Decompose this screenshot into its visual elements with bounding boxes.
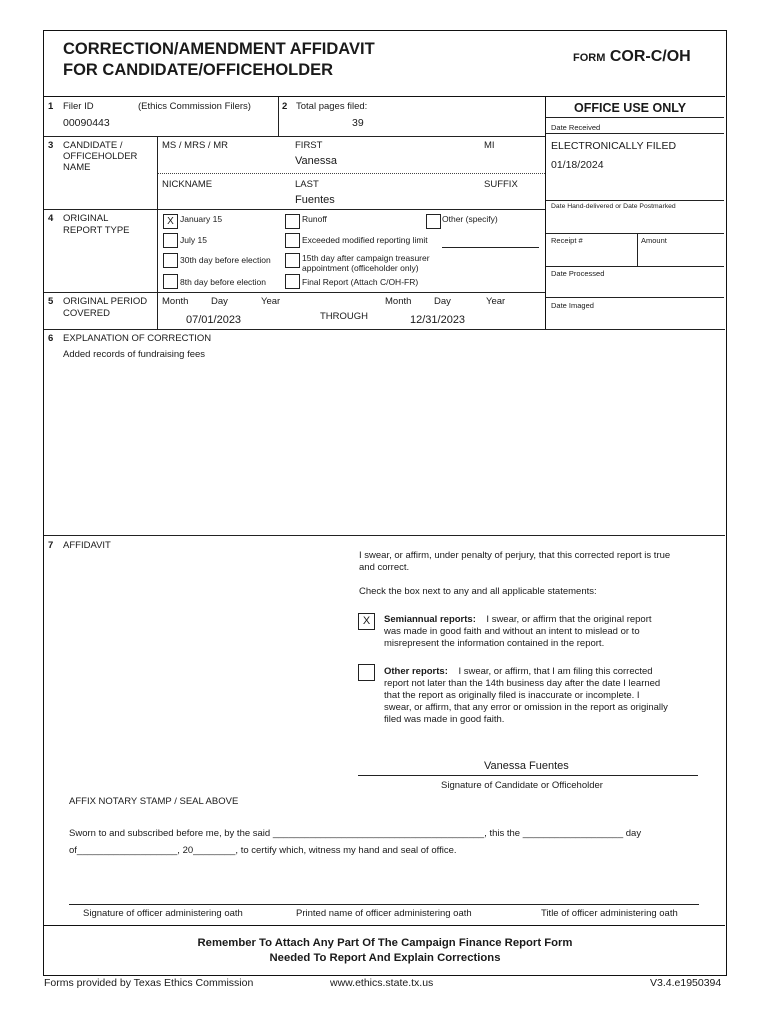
date-received-label: Date Received <box>551 123 601 132</box>
footer-provider: Forms provided by Texas Ethics Commission <box>44 977 254 989</box>
title-label: MS / MRS / MR <box>162 140 228 151</box>
form-prefix: FORM <box>573 52 606 64</box>
first-name-label: FIRST <box>295 140 323 151</box>
15th-day-label-1: 15th day after campaign treasurer <box>302 253 430 263</box>
checkbox-exceeded-limit[interactable] <box>285 233 300 248</box>
checkbox-july-15[interactable] <box>163 233 178 248</box>
sworn-line-1: Sworn to and subscribed before me, by the said ________________________________________, this the ___________________ day <box>69 828 642 839</box>
exceeded-limit-label: Exceeded modified reporting limit <box>302 235 428 245</box>
filer-id-label: Filer ID <box>63 101 94 112</box>
8th-day-label: 8th day before election <box>180 277 267 287</box>
period-label-2: COVERED <box>63 308 110 319</box>
section3-number: 3 <box>48 140 54 151</box>
other-reports-text-1: I swear, or affirm, that I am filing this corrected <box>458 666 653 677</box>
month-label: Month <box>162 296 189 307</box>
semiannual-line-1 <box>384 614 652 625</box>
section7-number: 7 <box>48 540 54 551</box>
other-specify-line[interactable] <box>442 247 539 248</box>
total-pages-value: 39 <box>352 117 364 129</box>
footer-url[interactable]: www.ethics.state.tx.us <box>330 977 434 989</box>
final-report-label: Final Report (Attach C/OH-FR) <box>302 277 419 287</box>
period-label-1: ORIGINAL PERIOD <box>63 296 148 307</box>
officer-signature-line[interactable] <box>69 904 699 905</box>
amount-label: Amount <box>641 236 667 245</box>
officer-title-label: Title of officer administering oath <box>541 908 678 919</box>
receipt-label: Receipt # <box>551 236 583 245</box>
runoff-label: Runoff <box>302 214 327 224</box>
signature-label: Signature of Candidate or Officeholder <box>441 780 603 791</box>
filing-status: ELECTRONICALLY FILED <box>551 140 677 152</box>
swear-text-1: I swear, or affirm, under penalty of perjury, that this corrected report is true <box>359 550 671 561</box>
date-hand-delivered-label: Date Hand-delivered or Date Postmarked <box>551 203 676 210</box>
form-code <box>573 48 691 66</box>
30th-day-label: 30th day before election <box>180 255 271 265</box>
section1-number: 1 <box>48 101 54 112</box>
last-name-value: Fuentes <box>295 194 335 206</box>
other-reports-line-3: that the report as originally filed is inaccurate or incomplete. I <box>384 690 640 701</box>
month-label-2: Month <box>385 296 412 307</box>
officer-signature-label: Signature of officer administering oath <box>83 908 243 919</box>
period-to-date: 12/31/2023 <box>410 314 466 326</box>
other-reports-line-1 <box>384 666 653 677</box>
checkbox-semiannual[interactable]: X <box>358 613 375 630</box>
section6-number: 6 <box>48 333 54 344</box>
through-label: THROUGH <box>320 311 369 322</box>
candidate-label-2: OFFICEHOLDER <box>63 151 138 162</box>
suffix-label: SUFFIX <box>484 179 518 190</box>
semiannual-line-2: was made in good faith and without an intent to mislead or to <box>384 626 640 637</box>
other-reports-line-2: report not later than the 14th business day after the date I learned <box>384 678 661 689</box>
year-label: Year <box>261 296 281 307</box>
checkbox-15th-day[interactable] <box>285 253 300 268</box>
first-name-value: Vanessa <box>295 155 337 167</box>
section5-number: 5 <box>48 296 54 307</box>
day-label-2: Day <box>434 296 451 307</box>
checkbox-other-reports[interactable] <box>358 664 375 681</box>
semiannual-line-3: misrepresent the information contained in the report. <box>384 638 605 649</box>
sworn-line-2: of___________________, 20________, to certify which, witness my hand and seal of office. <box>69 845 457 856</box>
form-code-value: COR-C/OH <box>609 48 691 65</box>
nickname-label: NICKNAME <box>162 179 213 190</box>
january-15-label: January 15 <box>180 214 223 224</box>
day-label: Day <box>211 296 228 307</box>
other-reports-bold: Other reports: <box>384 666 448 677</box>
filer-id-sublabel: (Ethics Commission Filers) <box>138 101 251 112</box>
notary-label: AFFIX NOTARY STAMP / SEAL ABOVE <box>69 796 239 807</box>
candidate-signature-line[interactable] <box>358 775 698 776</box>
filing-date: 01/18/2024 <box>551 159 604 171</box>
report-type-label-1: ORIGINAL <box>63 213 109 224</box>
report-type-label-2: REPORT TYPE <box>63 225 130 236</box>
other-specify-label: Other (specify) <box>442 214 498 224</box>
middle-initial-label: MI <box>484 140 495 151</box>
explanation-value: Added records of fundraising fees <box>63 349 206 360</box>
explanation-label: EXPLANATION OF CORRECTION <box>63 333 212 344</box>
date-imaged-label: Date Imaged <box>551 301 594 310</box>
semiannual-text-1: I swear, or affirm that the original report <box>486 614 652 625</box>
check-instruction: Check the box next to any and all applicable statements: <box>359 586 597 597</box>
checkbox-runoff[interactable] <box>285 214 300 229</box>
section2-number: 2 <box>282 101 288 112</box>
other-reports-line-4: swear, or affirm, that any error or omission in the report as originally <box>384 702 668 713</box>
section4-number: 4 <box>48 213 54 224</box>
swear-text-2: and correct. <box>359 562 410 573</box>
last-name-label: LAST <box>295 179 319 190</box>
other-reports-line-5: filed was made in good faith. <box>384 714 505 725</box>
date-processed-label: Date Processed <box>551 269 605 278</box>
form-title-line2: FOR CANDIDATE/OFFICEHOLDER <box>63 61 334 79</box>
checkbox-8th-day[interactable] <box>163 274 178 289</box>
reminder-line-1: Remember To Attach Any Part Of The Campaign Finance Report Form <box>197 937 573 949</box>
checkbox-final-report[interactable] <box>285 274 300 289</box>
form-title-line1: CORRECTION/AMENDMENT AFFIDAVIT <box>63 40 375 58</box>
filer-id-value: 00090443 <box>63 117 110 129</box>
july-15-label: July 15 <box>180 235 207 245</box>
office-use-heading: OFFICE USE ONLY <box>574 101 687 115</box>
semiannual-bold: Semiannual reports: <box>384 614 476 625</box>
total-pages-label: Total pages filed: <box>296 101 368 112</box>
checkbox-january-15[interactable]: X <box>163 214 178 229</box>
checkbox-30th-day[interactable] <box>163 253 178 268</box>
period-from-date: 07/01/2023 <box>186 314 242 326</box>
candidate-label-1: CANDIDATE / <box>63 140 123 151</box>
reminder-line-2: Needed To Report And Explain Corrections <box>269 952 501 964</box>
affidavit-label: AFFIDAVIT <box>63 540 111 551</box>
year-label-2: Year <box>486 296 506 307</box>
officer-printed-name-label: Printed name of officer administering oath <box>296 908 472 919</box>
footer-version: V3.4.e1950394 <box>650 977 722 989</box>
signer-name: Vanessa Fuentes <box>484 760 569 772</box>
candidate-label-3: NAME <box>63 162 91 173</box>
15th-day-label-2: appointment (officeholder only) <box>302 263 419 273</box>
checkbox-other[interactable] <box>426 214 441 229</box>
